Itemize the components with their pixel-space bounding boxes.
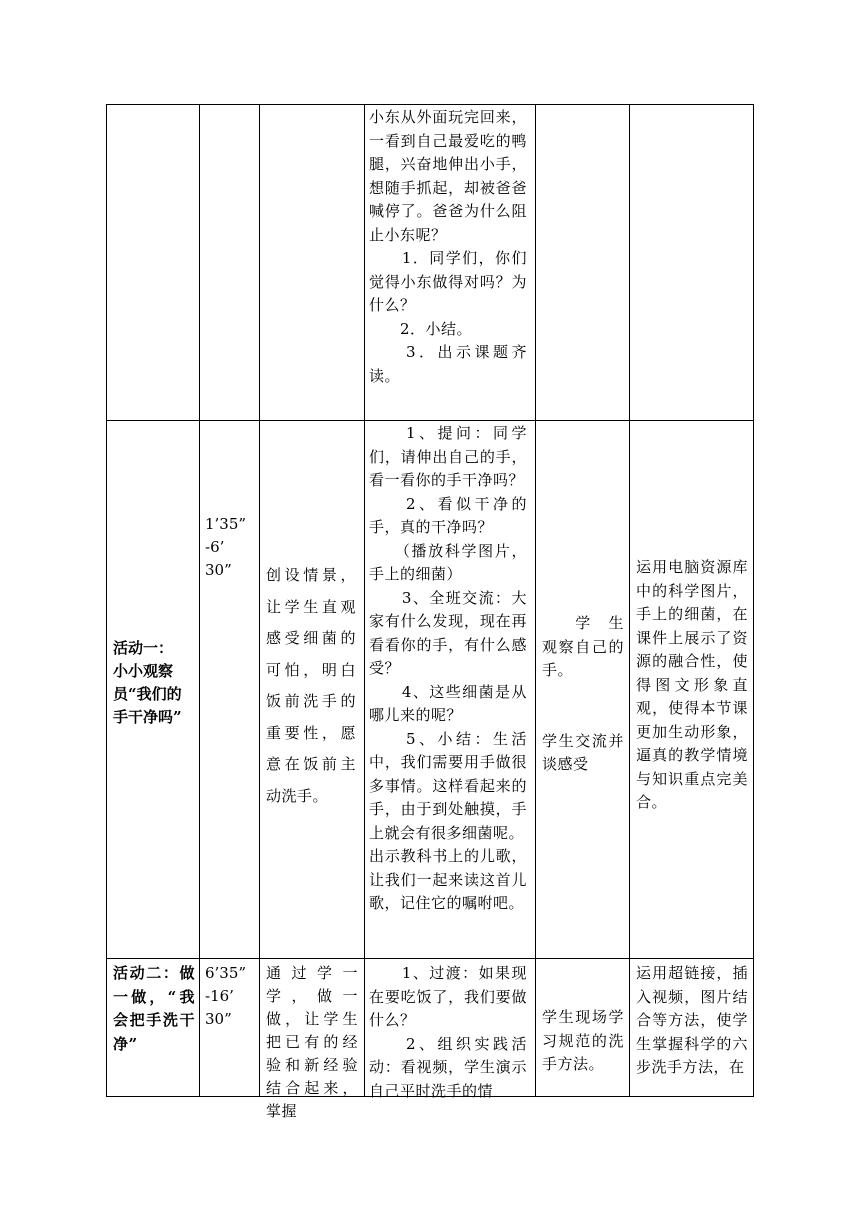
col-border-2 — [259, 104, 260, 1097]
row-divider-2 — [106, 958, 754, 959]
table-border-top — [106, 104, 754, 105]
activity2-name: 活动二：做一做，“我会把手洗干净” — [113, 964, 195, 1053]
activity2-goal: 通过学一学，做一做，让学生把已有的经验和新经验结合起来，掌握 — [266, 964, 358, 1120]
activity2-time: 6’35” -16’ 30” — [205, 964, 247, 1028]
col-border-4 — [535, 104, 536, 1097]
activity1-name: 活动一： 小小观察员“我们的手干净吗” — [113, 639, 182, 726]
activity1-goal: 创设情景，让学生直观感受细菌的可怕，明白饭前洗手的重要性，愿意在饭前主动洗手。 — [266, 566, 356, 805]
activity1-student-activity: 学 生观察自己的手。 学生交流并谈感受 — [542, 614, 624, 773]
activity1-tech-usage: 运用电脑资源库中的科学图片，手上的细菌，在课件上展示了资源的融合性，使得图文形象直观，使得本节课更加生动形象，逼真的教学情境与知识重点完美合。 — [636, 558, 748, 811]
activity2-teacher-activity: 1、过渡：如果现在要吃饭了，我们要做什么？ 2、组织实践活动：看视频，学生演示自己平时洗手的情 — [369, 964, 527, 1100]
col-border-5 — [629, 104, 630, 1097]
col-border-0 — [106, 104, 107, 1097]
row-divider-1 — [106, 420, 754, 421]
col-border-1 — [199, 104, 200, 1097]
col-border-6 — [753, 104, 754, 1097]
col-border-3 — [364, 104, 365, 1097]
intro-teacher-activity: 小东从外面玩完回来，一看到自己最爱吃的鸭腿，兴奋地伸出小手，想随手抓起，却被爸爸喊停了。爸爸为什么阻止小东呢？ 1．同学们，你们觉得小东做得对吗？为什么？ 2．小结。 3．出示课题齐读。 — [369, 108, 527, 385]
activity2-tech-usage: 运用超链接，插入视频，图片结合等方法，使学生掌握科学的六步洗手方法，在 — [636, 964, 748, 1076]
activity2-student-activity: 学生现场学习规范的洗手方法。 — [542, 1008, 624, 1073]
activity1-teacher-activity: 1、提问：同学们，请伸出自己的手，看一看你的手干净吗？ 2、看似干净的手，真的干净吗？ （播放科学图片，手上的细菌） 3、全班交流：大家有什么发现，现在再看看你的手，有什么感受？ 4、这些细菌是从哪儿来的呢？ 5、小结：生活中，我们需要用手做很多事情。这样看起来的手，由于到处触摸，手上就会有很多细菌呢。 出示教科书上的儿歌，让我们一起来读这首儿歌，记住它的嘱咐吧。 — [369, 424, 527, 912]
activity1-time: 1’35” -6’ 30” — [205, 515, 247, 579]
